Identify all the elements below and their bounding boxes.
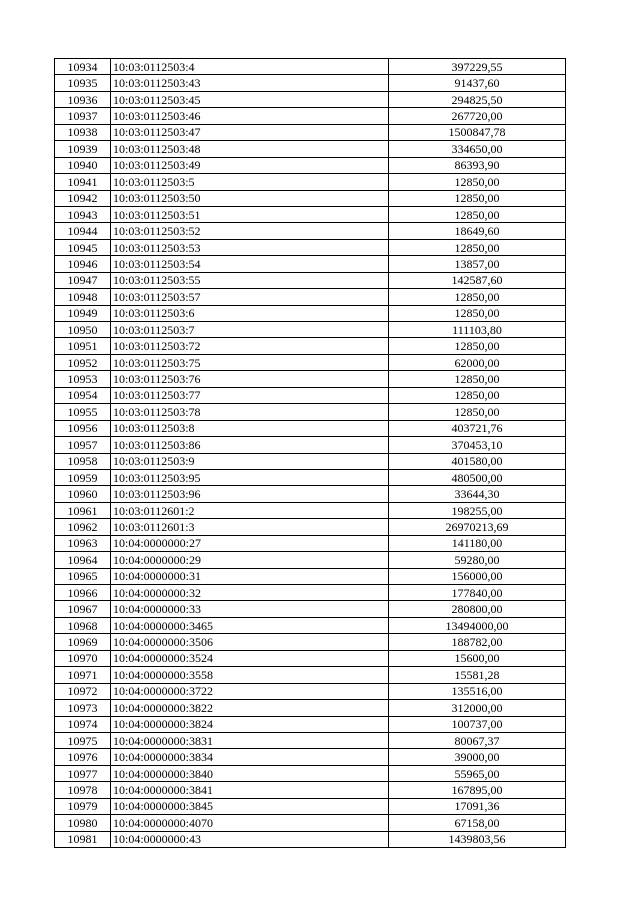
table-row xyxy=(55,634,566,650)
cadastral-number-cell: 10:03:0112503:6 xyxy=(111,305,389,321)
cadastral-number-cell: 10:03:0112503:54 xyxy=(111,256,389,272)
table-row xyxy=(55,502,566,518)
cadastral-number-cell: 10:03:0112503:43 xyxy=(111,75,389,91)
table-row xyxy=(55,601,566,617)
table-row xyxy=(55,831,566,847)
value-amount-cell: 59280,00 xyxy=(389,552,566,568)
value-amount-cell: 397229,55 xyxy=(389,59,566,75)
cadastral-number-cell: 10:04:0000000:43 xyxy=(111,831,389,847)
value-amount-cell: 188782,00 xyxy=(389,634,566,650)
cadastral-number-cell: 10:03:0112503:47 xyxy=(111,124,389,140)
cadastral-number-cell: 10:03:0112503:8 xyxy=(111,420,389,436)
value-amount-cell: 403721,76 xyxy=(389,420,566,436)
value-amount-cell: 13857,00 xyxy=(389,256,566,272)
value-amount-cell: 334650,00 xyxy=(389,141,566,157)
table-row xyxy=(55,338,566,354)
table-row xyxy=(55,782,566,798)
value-amount-cell: 12850,00 xyxy=(389,206,566,222)
row-number-cell: 10962 xyxy=(55,519,111,535)
value-amount-cell: 91437,60 xyxy=(389,75,566,91)
table-row xyxy=(55,91,566,107)
table-row xyxy=(55,190,566,206)
cadastral-number-cell: 10:04:0000000:3722 xyxy=(111,683,389,699)
cadastral-number-cell: 10:04:0000000:3841 xyxy=(111,782,389,798)
table-row xyxy=(55,486,566,502)
cadastral-number-cell: 10:03:0112503:46 xyxy=(111,108,389,124)
table-row xyxy=(55,75,566,91)
row-number-cell: 10981 xyxy=(55,831,111,847)
table-row xyxy=(55,420,566,436)
cadastral-number-cell: 10:04:0000000:27 xyxy=(111,535,389,551)
row-number-cell: 10964 xyxy=(55,552,111,568)
table-row xyxy=(55,716,566,732)
value-amount-cell: 17091,36 xyxy=(389,798,566,814)
row-number-cell: 10934 xyxy=(55,59,111,75)
row-number-cell: 10956 xyxy=(55,420,111,436)
cadastral-number-cell: 10:03:0112503:72 xyxy=(111,338,389,354)
value-amount-cell: 312000,00 xyxy=(389,700,566,716)
value-amount-cell: 18649,60 xyxy=(389,223,566,239)
row-number-cell: 10960 xyxy=(55,486,111,502)
value-amount-cell: 12850,00 xyxy=(389,305,566,321)
row-number-cell: 10965 xyxy=(55,568,111,584)
row-number-cell: 10971 xyxy=(55,667,111,683)
value-amount-cell: 80067,37 xyxy=(389,732,566,748)
table-row xyxy=(55,568,566,584)
value-amount-cell: 267720,00 xyxy=(389,108,566,124)
value-amount-cell: 480500,00 xyxy=(389,469,566,485)
row-number-cell: 10944 xyxy=(55,223,111,239)
table-row xyxy=(55,519,566,535)
value-amount-cell: 177840,00 xyxy=(389,585,566,601)
row-number-cell: 10951 xyxy=(55,338,111,354)
cadastral-number-cell: 10:03:0112503:57 xyxy=(111,289,389,305)
table-body xyxy=(55,59,566,848)
row-number-cell: 10977 xyxy=(55,765,111,781)
table-row xyxy=(55,124,566,140)
row-number-cell: 10958 xyxy=(55,453,111,469)
table-row xyxy=(55,289,566,305)
value-amount-cell: 401580,00 xyxy=(389,453,566,469)
row-number-cell: 10952 xyxy=(55,354,111,370)
table-row xyxy=(55,108,566,124)
row-number-cell: 10963 xyxy=(55,535,111,551)
cadastral-number-cell: 10:03:0112503:52 xyxy=(111,223,389,239)
row-number-cell: 10947 xyxy=(55,272,111,288)
row-number-cell: 10946 xyxy=(55,256,111,272)
cadastral-number-cell: 10:04:0000000:33 xyxy=(111,601,389,617)
row-number-cell: 10950 xyxy=(55,322,111,338)
row-number-cell: 10937 xyxy=(55,108,111,124)
cadastral-number-cell: 10:03:0112503:76 xyxy=(111,371,389,387)
value-amount-cell: 12850,00 xyxy=(389,404,566,420)
table-row xyxy=(55,437,566,453)
cadastral-number-cell: 10:03:0112601:2 xyxy=(111,502,389,518)
row-number-cell: 10959 xyxy=(55,469,111,485)
cadastral-number-cell: 10:03:0112503:78 xyxy=(111,404,389,420)
value-amount-cell: 135516,00 xyxy=(389,683,566,699)
value-amount-cell: 280800,00 xyxy=(389,601,566,617)
table-row xyxy=(55,552,566,568)
table-row xyxy=(55,256,566,272)
value-amount-cell: 141180,00 xyxy=(389,535,566,551)
row-number-cell: 10957 xyxy=(55,437,111,453)
value-amount-cell: 33644,30 xyxy=(389,486,566,502)
cadastral-number-cell: 10:04:0000000:31 xyxy=(111,568,389,584)
value-amount-cell: 86393,90 xyxy=(389,157,566,173)
value-amount-cell: 12850,00 xyxy=(389,387,566,403)
table-row xyxy=(55,157,566,173)
cadastral-number-cell: 10:04:0000000:3465 xyxy=(111,617,389,633)
value-amount-cell: 13494000,00 xyxy=(389,617,566,633)
table-row xyxy=(55,650,566,666)
cadastral-number-cell: 10:03:0112503:75 xyxy=(111,354,389,370)
value-amount-cell: 12850,00 xyxy=(389,289,566,305)
value-amount-cell: 100737,00 xyxy=(389,716,566,732)
cadastral-number-cell: 10:03:0112503:77 xyxy=(111,387,389,403)
cadastral-number-cell: 10:03:0112503:49 xyxy=(111,157,389,173)
row-number-cell: 10970 xyxy=(55,650,111,666)
table-row xyxy=(55,469,566,485)
table-row xyxy=(55,387,566,403)
row-number-cell: 10949 xyxy=(55,305,111,321)
table-row xyxy=(55,535,566,551)
table-row xyxy=(55,206,566,222)
value-amount-cell: 67158,00 xyxy=(389,815,566,831)
cadastral-number-cell: 10:03:0112601:3 xyxy=(111,519,389,535)
table-row xyxy=(55,617,566,633)
cadastral-number-cell: 10:03:0112503:95 xyxy=(111,469,389,485)
value-amount-cell: 15600,00 xyxy=(389,650,566,666)
row-number-cell: 10975 xyxy=(55,732,111,748)
value-amount-cell: 12850,00 xyxy=(389,190,566,206)
cadastral-value-table xyxy=(54,58,566,848)
table-row xyxy=(55,174,566,190)
value-amount-cell: 12850,00 xyxy=(389,338,566,354)
cadastral-number-cell: 10:03:0112503:48 xyxy=(111,141,389,157)
row-number-cell: 10938 xyxy=(55,124,111,140)
row-number-cell: 10980 xyxy=(55,815,111,831)
row-number-cell: 10979 xyxy=(55,798,111,814)
cadastral-number-cell: 10:04:0000000:3558 xyxy=(111,667,389,683)
cadastral-number-cell: 10:04:0000000:3840 xyxy=(111,765,389,781)
table-row xyxy=(55,59,566,75)
row-number-cell: 10968 xyxy=(55,617,111,633)
row-number-cell: 10935 xyxy=(55,75,111,91)
cadastral-number-cell: 10:03:0112503:50 xyxy=(111,190,389,206)
value-amount-cell: 62000,00 xyxy=(389,354,566,370)
value-amount-cell: 142587,60 xyxy=(389,272,566,288)
row-number-cell: 10954 xyxy=(55,387,111,403)
cadastral-number-cell: 10:04:0000000:3824 xyxy=(111,716,389,732)
row-number-cell: 10955 xyxy=(55,404,111,420)
table-row xyxy=(55,453,566,469)
cadastral-number-cell: 10:04:0000000:3524 xyxy=(111,650,389,666)
value-amount-cell: 294825,50 xyxy=(389,91,566,107)
value-amount-cell: 370453,10 xyxy=(389,437,566,453)
table-row xyxy=(55,683,566,699)
row-number-cell: 10969 xyxy=(55,634,111,650)
table-row xyxy=(55,765,566,781)
value-amount-cell: 26970213,69 xyxy=(389,519,566,535)
row-number-cell: 10972 xyxy=(55,683,111,699)
row-number-cell: 10942 xyxy=(55,190,111,206)
table-row xyxy=(55,239,566,255)
value-amount-cell: 55965,00 xyxy=(389,765,566,781)
table-row xyxy=(55,585,566,601)
row-number-cell: 10974 xyxy=(55,716,111,732)
value-amount-cell: 1439803,56 xyxy=(389,831,566,847)
value-amount-cell: 198255,00 xyxy=(389,502,566,518)
row-number-cell: 10967 xyxy=(55,601,111,617)
cadastral-number-cell: 10:04:0000000:32 xyxy=(111,585,389,601)
cadastral-number-cell: 10:04:0000000:3831 xyxy=(111,732,389,748)
table-row xyxy=(55,815,566,831)
table-row xyxy=(55,223,566,239)
cadastral-number-cell: 10:03:0112503:51 xyxy=(111,206,389,222)
value-amount-cell: 15581,28 xyxy=(389,667,566,683)
cadastral-number-cell: 10:03:0112503:4 xyxy=(111,59,389,75)
value-amount-cell: 12850,00 xyxy=(389,371,566,387)
cadastral-number-cell: 10:03:0112503:55 xyxy=(111,272,389,288)
cadastral-number-cell: 10:04:0000000:3822 xyxy=(111,700,389,716)
table-row xyxy=(55,700,566,716)
table-row xyxy=(55,732,566,748)
cadastral-number-cell: 10:03:0112503:45 xyxy=(111,91,389,107)
value-amount-cell: 167895,00 xyxy=(389,782,566,798)
cadastral-number-cell: 10:03:0112503:96 xyxy=(111,486,389,502)
table-row xyxy=(55,141,566,157)
table-row xyxy=(55,305,566,321)
value-amount-cell: 12850,00 xyxy=(389,239,566,255)
row-number-cell: 10943 xyxy=(55,206,111,222)
cadastral-number-cell: 10:04:0000000:4070 xyxy=(111,815,389,831)
row-number-cell: 10940 xyxy=(55,157,111,173)
value-amount-cell: 156000,00 xyxy=(389,568,566,584)
cadastral-number-cell: 10:04:0000000:3834 xyxy=(111,749,389,765)
value-amount-cell: 111103,80 xyxy=(389,322,566,338)
value-amount-cell: 12850,00 xyxy=(389,174,566,190)
value-amount-cell: 39000,00 xyxy=(389,749,566,765)
row-number-cell: 10948 xyxy=(55,289,111,305)
table-row xyxy=(55,749,566,765)
row-number-cell: 10936 xyxy=(55,91,111,107)
cadastral-number-cell: 10:04:0000000:29 xyxy=(111,552,389,568)
table-row xyxy=(55,354,566,370)
cadastral-number-cell: 10:03:0112503:5 xyxy=(111,174,389,190)
table-row xyxy=(55,404,566,420)
row-number-cell: 10953 xyxy=(55,371,111,387)
table-row xyxy=(55,272,566,288)
cadastral-number-cell: 10:03:0112503:86 xyxy=(111,437,389,453)
row-number-cell: 10976 xyxy=(55,749,111,765)
table-row xyxy=(55,322,566,338)
row-number-cell: 10966 xyxy=(55,585,111,601)
table-row xyxy=(55,667,566,683)
table-row xyxy=(55,798,566,814)
cadastral-number-cell: 10:04:0000000:3506 xyxy=(111,634,389,650)
cadastral-number-cell: 10:03:0112503:9 xyxy=(111,453,389,469)
value-amount-cell: 1500847,78 xyxy=(389,124,566,140)
row-number-cell: 10961 xyxy=(55,502,111,518)
cadastral-number-cell: 10:04:0000000:3845 xyxy=(111,798,389,814)
table-row xyxy=(55,371,566,387)
cadastral-number-cell: 10:03:0112503:7 xyxy=(111,322,389,338)
row-number-cell: 10939 xyxy=(55,141,111,157)
row-number-cell: 10945 xyxy=(55,239,111,255)
row-number-cell: 10978 xyxy=(55,782,111,798)
cadastral-number-cell: 10:03:0112503:53 xyxy=(111,239,389,255)
row-number-cell: 10941 xyxy=(55,174,111,190)
row-number-cell: 10973 xyxy=(55,700,111,716)
